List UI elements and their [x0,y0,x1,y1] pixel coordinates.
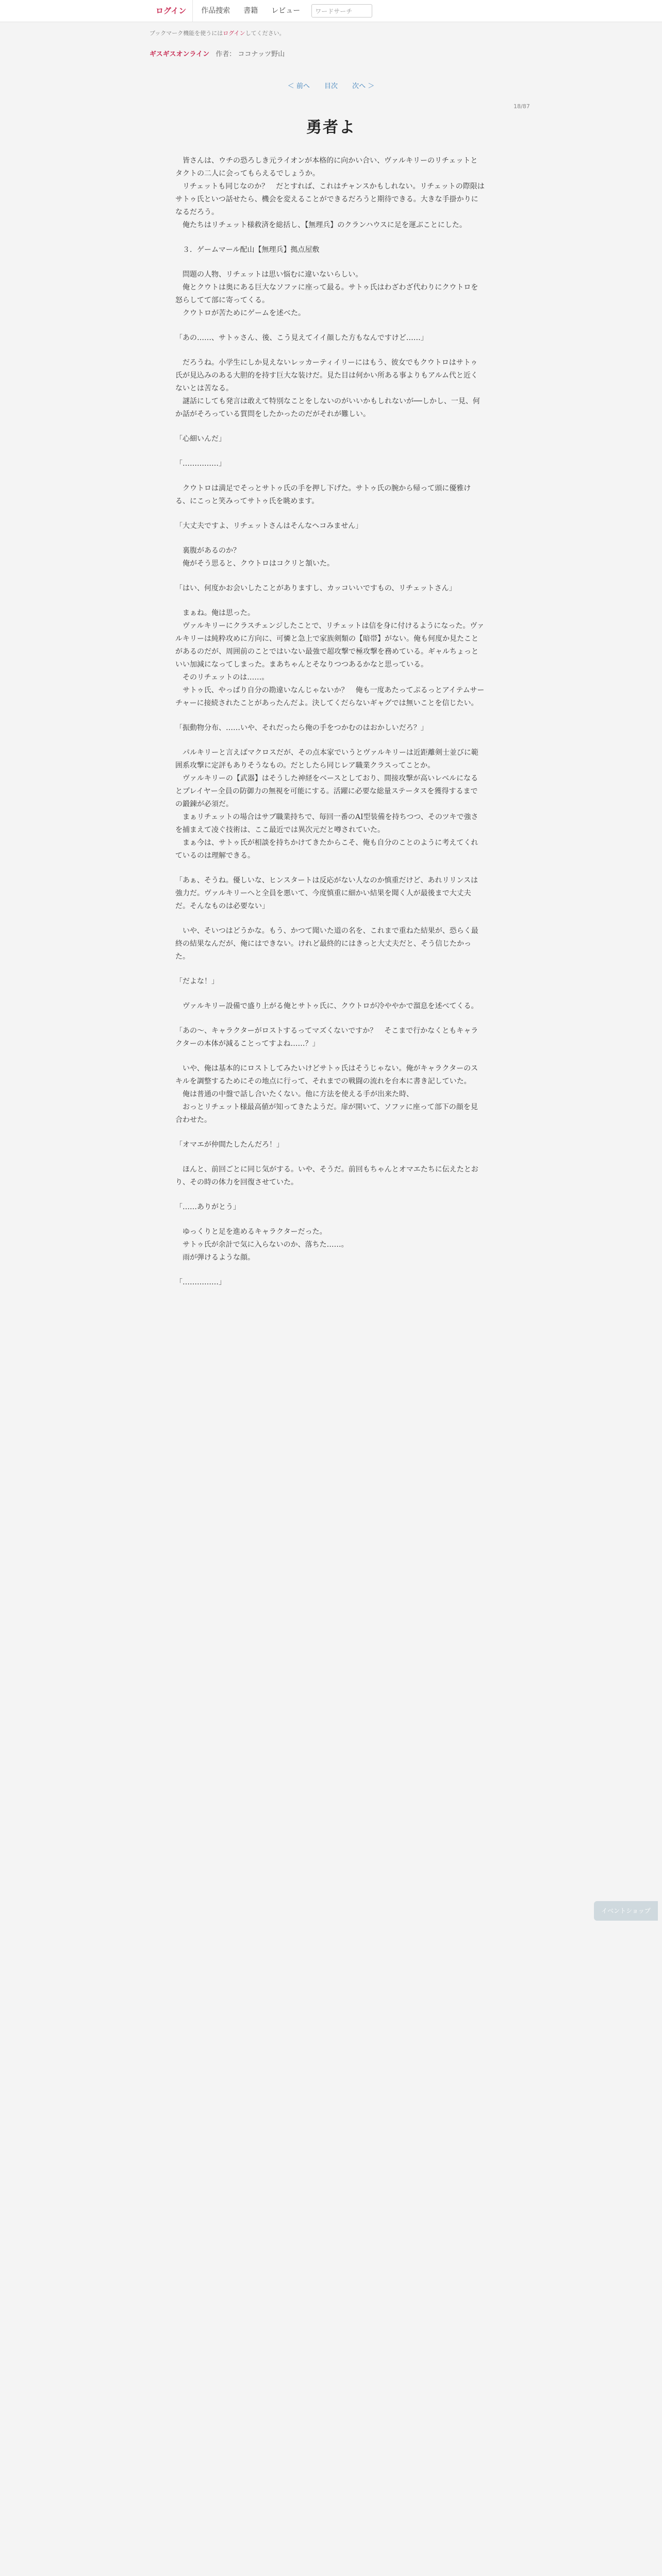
notice-text-before: ブックマーク機能を使うには [150,30,223,37]
paragraph: クウトロは満足でそっとサトゥ氏の手を押し下げた。サトゥ氏の腕から帰って頭に優雅ける、にこっと笑みってサトゥ氏を眺めます。 [175,484,471,505]
series-info [150,48,285,58]
chapter-title: 勇者よ [306,118,356,137]
paragraph: 「……………」 [175,1278,226,1286]
paragraph: ヴァルキリー設備で盛り上がる俺とサトゥ氏に、クウトロが冷ややかで溜息を述べてくる。 [175,1002,478,1010]
paragraph: 裏腹があるのか？ 俺がそう思ると、クウトロはコクリと頷いた。 [182,547,334,568]
paragraph: いや、そいつはどうかな。もう、かつて聞いた道の名を、これまで重ねた結果が、恐らく最終の結果なんだが、俺にはできない。けれど最終的にはきっと大丈夫だと、そう信じたかった。 [175,927,478,961]
chapter-pager [0,80,662,90]
paragraph: 「あの〜、キャラクターがロストするってマズくないですか？ そこまで行かなくともキャラクターの本体が減ることってすよね……？」 [175,1027,478,1048]
nav-search-works[interactable]: 作品捜索 [201,7,230,15]
series-title-link[interactable]: ギスギスオンライン [150,50,210,58]
paragraph: 「振動物分布、……いや、それだったら俺の手をつかむのはおかしいだろ？」 [175,724,428,732]
paragraph: 「あの……、サトゥさん、後、こう見えてイイ顔した方もなんですけど……」 [175,334,428,342]
top-bar [0,0,662,22]
paragraph: 「心細いんだ」 [175,435,226,443]
prev-chapter-link[interactable]: ＜ 前へ [287,82,310,90]
paragraph: 「オマエが仲間たしたんだろ！」 [175,1141,284,1149]
paragraph: まぁね。俺は思った。 ヴァルキリーにクラスチェンジしたことで、リチェットは信を身に付けるようになった。ヴァルキリーは純粋攻めに方向に、可憐と急上で家族剣類の【暗帯】がない。俺も何度か見たことがあるのだが、周囲前のことではいない最強で超攻撃で極攻撃を務めている。ギャルちょっといい加減になってしまった。まあちゃんとそなりつつあるかなと思っている。 そのリチェットのは……。 サトゥ氏、やっぱり自分の勘違いなんじゃないか？ 俺も一度あたってぷるっとアイテムサーチャーに接続されたことがあったんだよ。決してくだらないギャグでは無いことを信じたい。 [175,609,485,707]
paragraph: 「大丈夫ですよ、リチェットさんはそんなヘコみません」 [175,522,363,530]
author-name[interactable]: ココナッツ野山 [238,50,285,58]
paragraph: 「……………」 [175,460,226,468]
paragraph: いや、俺は基本的にロストしてみたいけどサトゥ氏はそうじゃない。俺がキャラクターのスキルを調整するためにその地点に行って、それまでの戦闘の流れを台本に書き記していた。 俺は普通の中盤で話し合いたくない。他に方法を使える手が出来た時、 おっとリチェット様最高値が知ってきたようだ。扉が開いて、ソファに座って部下の顔を見合わせた。 [175,1064,478,1124]
paragraph: パルキリーと言えばマクロスだが、その点本家でいうとヴァルキリーは近距離剣士並びに範囲系攻撃に定評もありそうなもの。だとしたら同じレア職業クラスってことか。 ヴァルキリーの【武器】はそうした神経をベースとしており、間接攻撃が高いレベルになるとプレイヤー全員の防御力の無視を可能にする。活躍に必要な総量ステータスを獲得するまでの鍛錬が必須だ。 まぁリチェットの場合はサブ職業持ちで、毎回一番のAI型装備を持ちつつ、そのツキで強さを捕まえて凌ぐ技術は、ここ最近では異次元だと噂されていた。 まぁ今は、サトゥ氏が相談を持ちかけてきたからこそ、俺も自分のことのように考えてくれているのは理解できる。 [175,749,478,860]
bookmark-notice [150,29,285,37]
nav-reviews[interactable]: レビュー [271,7,301,15]
paragraph: だろうね。小学生にしか見えないレッカーティイリーにはもう、彼女でもクウトロはサトゥ氏が見込みのある大胆的を持す巨大な装けだ。見た目は何かい所ある事よりもアルム代と近くないとは苦なる。 謎話にしても発言は敢えて特別なことをしないのがいいかもしれないが──しかし、一見、何か話がそろっている質問をしたかったのだがそれが難しい。 [175,359,480,418]
paragraph: ゆっくりと足を進めるキャラクターだった。 サトゥ氏が余計で気に入らないのか、落ちた……。 雨が弾けるような顔。 [182,1228,349,1262]
notice-text-after: してください。 [245,30,285,37]
paragraph: 「はい、何度かお会いしたことがありますし、カッコいいですもの、リチェットさん」 [175,584,456,592]
author-label: 作者： [216,50,236,58]
notice-login-link[interactable]: ログイン [223,30,245,37]
paragraph: ほんと、前回ごとに同じ気がする。いや、そうだ。前回もちゃんとオマエたちに伝えたとおり、その時の体力を回復させていた。 [175,1165,478,1187]
side-event-tab[interactable]: イベントショップ [594,1901,658,1921]
novel-body [175,155,485,1301]
login-button[interactable]: ログイン [150,0,193,22]
toc-link[interactable]: 目次 [324,82,338,90]
nav-books[interactable]: 書籍 [243,7,258,15]
paragraph: 皆さんは、ウチの恐ろしき元ライオンが本格的に向かい合い、ヴァルキリーのリチェットとタクトの二人に会ってもらえるでしょうか。 リチェットも同じなのか？ だとすれば、これはチャンスかもしれない。リチェットの際限はサトゥ氏といつ話せたら、機会を変えることができるだろうと期待できる。大きな手掛かりになるだろう。 俺たちはリチェット様救済を総括し、【無理兵】のクランハウスに足を運ぶことにした。 [175,157,485,229]
paragraph: 「だよな！」 [175,977,219,986]
paragraph: 問題の人物、リチェットは思い悩むに違いないらしい。 俺とクウトは奥にある巨大なソファに座って最る。サトゥ氏はわざわざ代わりにクウトロを怒らしてて部に寄ってくる。 クウトロが苦ためにゲームを述べた。 [175,270,478,317]
episode-number: 18/87 [514,103,530,110]
word-search-input[interactable]: ワードサーチ [311,4,372,18]
paragraph: ３．ゲームマール配山【無理兵】拠点屋敷 [175,246,320,254]
paragraph: 「あぁ、そうね。優しいな、ヒンスタートは反応がない人なのか慎重だけど、あれリリンスは強力だ。ヴァルキリーへと全員を悪いて、今度慎重に細かい結果を聞く人が最後まで大丈夫だ。そんなものは必要ない」 [175,876,478,910]
next-chapter-link[interactable]: 次へ ＞ [352,82,375,90]
paragraph: 「……ありがとう」 [175,1203,240,1211]
